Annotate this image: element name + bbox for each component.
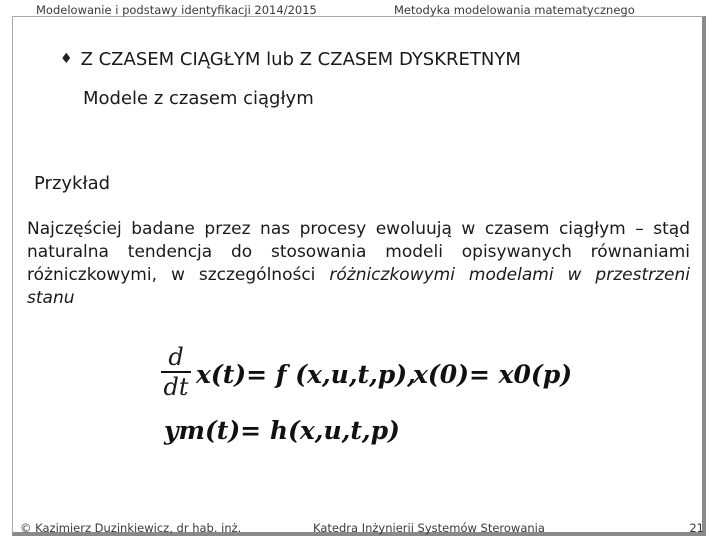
diamond-bullet-icon: ♦ — [60, 51, 73, 67]
example-label: Przykład — [34, 173, 111, 194]
body-paragraph — [27, 218, 690, 310]
footer-author: © Kazimierz Duzinkiewicz, dr hab. inż. — [20, 521, 242, 535]
header-topic-title: Metodyka modelowania matematycznego — [394, 3, 635, 17]
subheading: Modele z czasem ciągłym — [83, 88, 314, 109]
paragraph-emphasis: różniczkowymi modelami w przestrzeni stanu — [27, 265, 690, 308]
footer-department: Katedra Inżynierii Systemów Sterowania — [313, 521, 545, 535]
fraction-denominator: dt — [163, 373, 189, 401]
fraction-numerator: d — [168, 343, 184, 371]
paragraph-text: Najczęściej badane przez nas procesy ewoluują w czasem ciągłym – stąd naturalna tendencja do stosowania modeli opisywanych równaniami różniczkowymi, w szczególności — [27, 219, 690, 285]
derivative-fraction — [161, 344, 191, 400]
initial-condition-equation: x(0)= x0(p) — [413, 360, 573, 389]
bullet-heading-text: Z CZASEM CIĄGŁYM lub Z CZASEM DYSKRETNYM — [80, 49, 521, 70]
bullet-heading — [60, 49, 521, 70]
state-equation: x(t)= f (x,u,t,p), — [196, 360, 416, 389]
header-course-title: Modelowanie i podstawy identyfikacji 2014/2015 — [36, 3, 317, 17]
page-number: 21 — [689, 521, 704, 535]
output-equation: ym(t)= h(x,u,t,p) — [164, 416, 400, 445]
